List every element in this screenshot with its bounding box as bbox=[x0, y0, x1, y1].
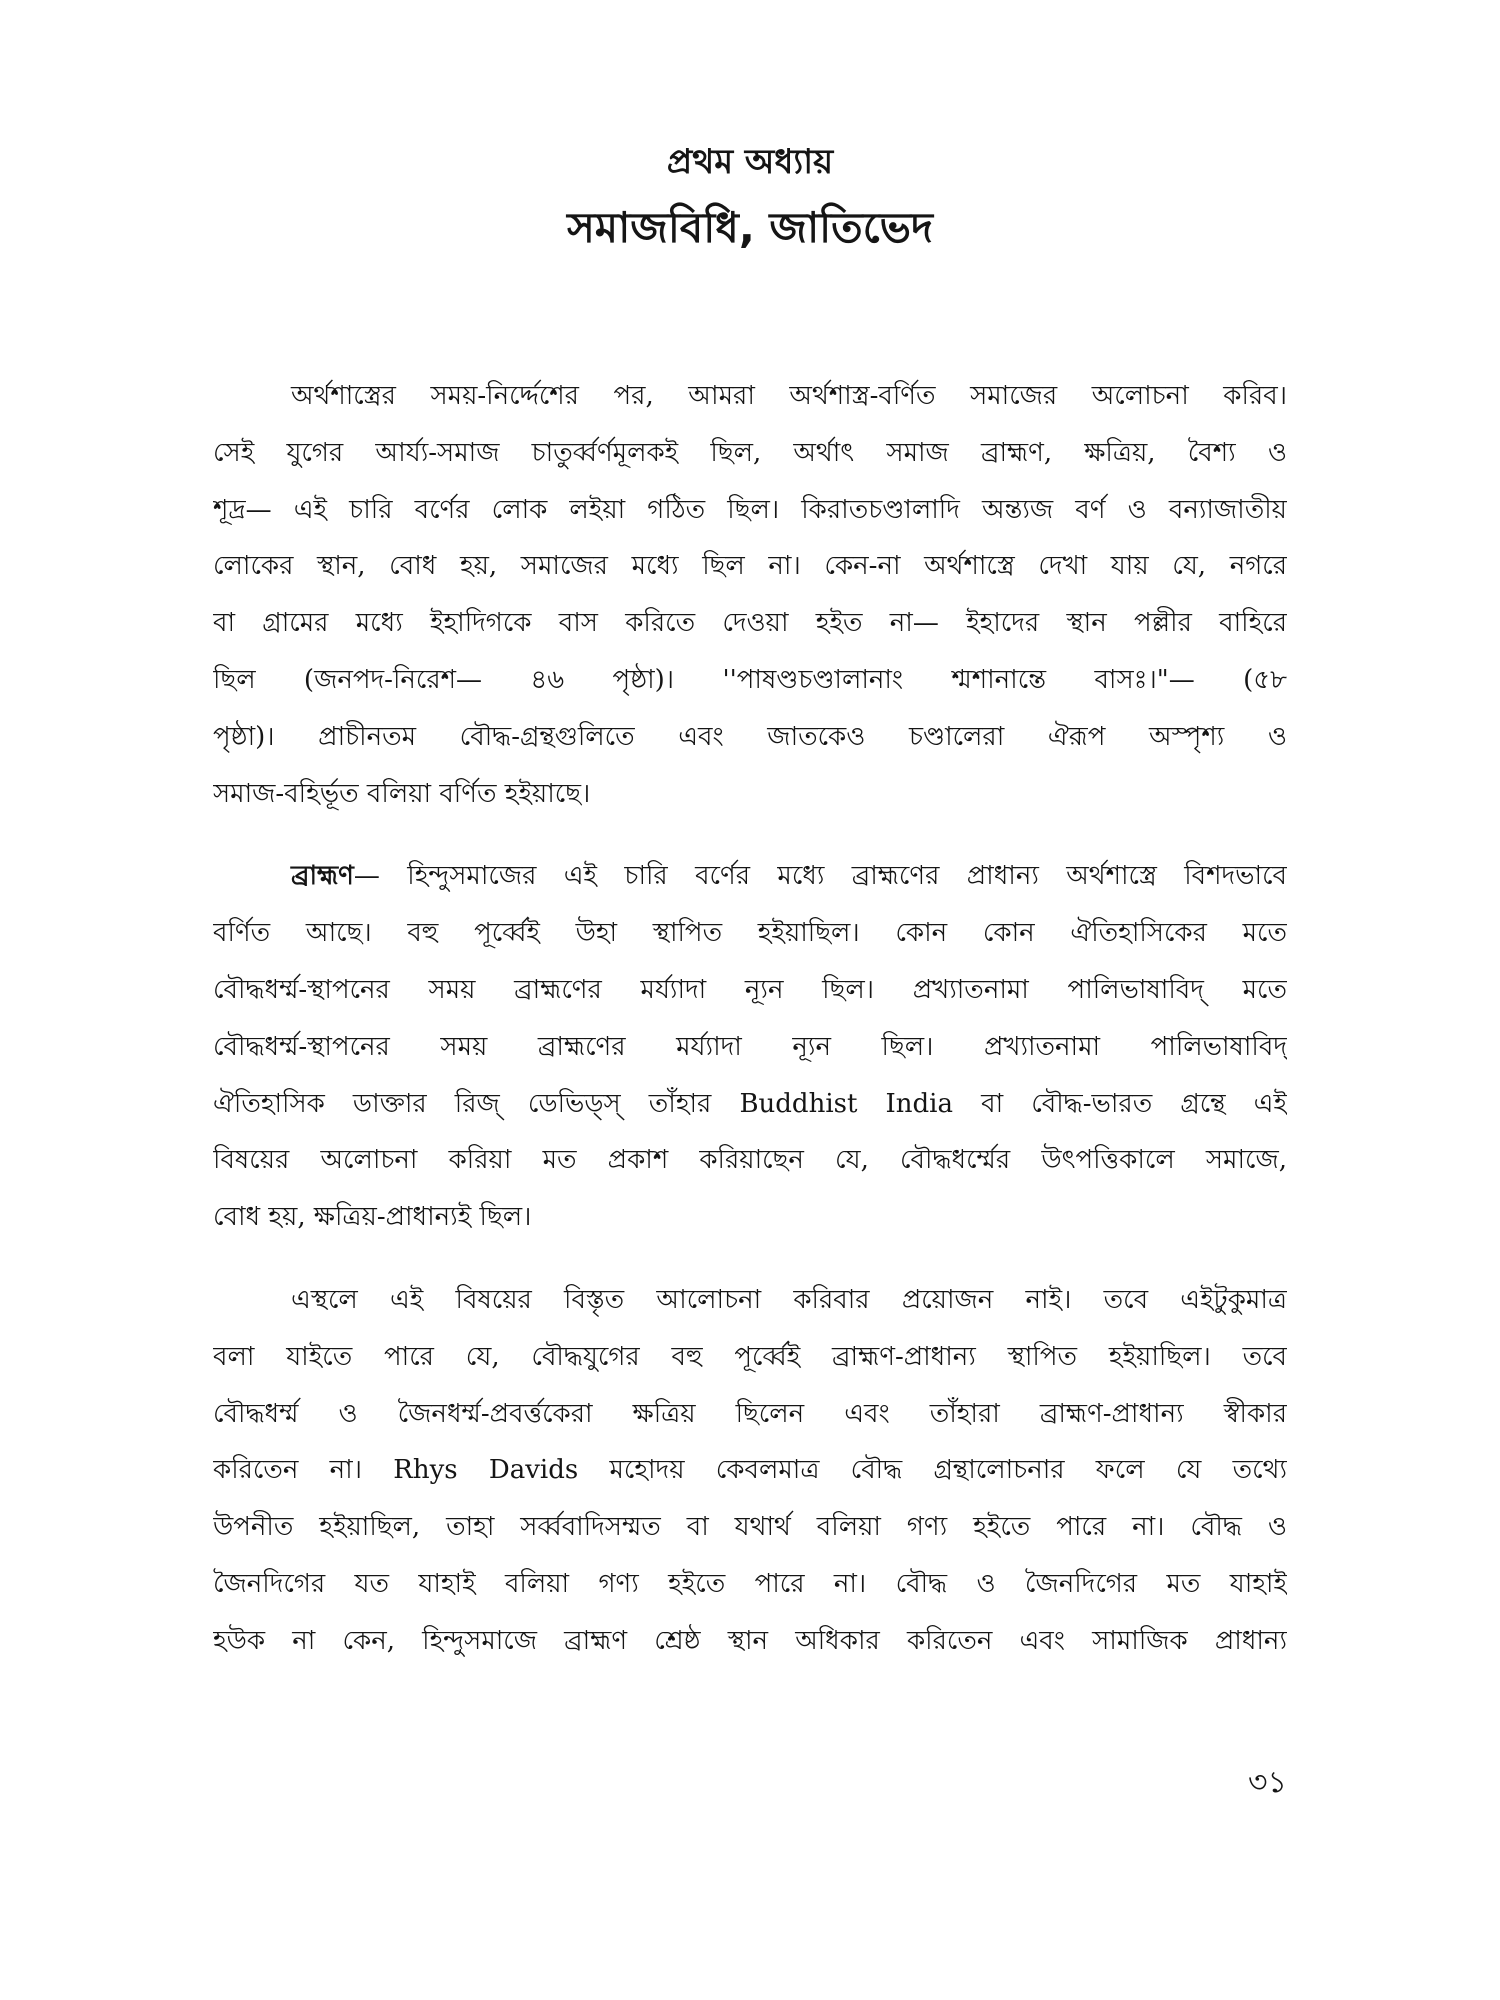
text-line: ছিল (জনপদ-নিরেশ— ৪৬ পৃষ্ঠা)। ''পাষণ্ডচণ্ডালানাং শ্মশানান্তে বাসঃ।"— (৫৮ bbox=[213, 664, 1287, 695]
text-line: বোধ হয়, ক্ষত্রিয়-প্রাধান্যই ছিল। bbox=[213, 1202, 532, 1233]
chapter-label: প্রথম অধ্যায় bbox=[666, 142, 834, 182]
text-line: পৃষ্ঠা)। প্রাচীনতম বৌদ্ধ-গ্রন্থগুলিতে এবং জাতকেও চণ্ডালেরা ঐরূপ অস্পৃশ্য ও bbox=[213, 721, 1287, 752]
page-number: ৩১ bbox=[1248, 1765, 1287, 1800]
text-line: উপনীত হইয়াছিল, তাহা সর্ব্ববাদিসম্মত বা যথার্থ বলিয়া গণ্য হইতে পারে না। বৌদ্ধ ও bbox=[213, 1512, 1287, 1543]
paragraph-3 bbox=[213, 1272, 1287, 1670]
text-line: করিতেন না। Rhys Davids মহোদয় কেবলমাত্র বৌদ্ধ গ্রন্থালোচনার ফলে যে তথ্যে bbox=[213, 1455, 1287, 1486]
text-line: বর্ণিত আছে। বহু পূর্ব্বেই উহা স্থাপিত হইয়াছিল। কোন কোন ঐতিহাসিকের মতে bbox=[213, 918, 1287, 949]
paragraph-2 bbox=[213, 848, 1287, 1246]
text-line: সমাজ-বহির্ভূত বলিয়া বর্ণিত হইয়াছে। bbox=[213, 778, 591, 809]
text-line: শূদ্র— এই চারি বর্ণের লোক লইয়া গঠিত ছিল। কিরাতচণ্ডালাদি অন্ত্যজ বর্ণ ও বন্যাজাতীয় bbox=[213, 494, 1287, 525]
text-line: অর্থশাস্ত্রের সময়-নির্দ্দেশের পর, আমরা অর্থশাস্ত্র-বর্ণিত সমাজের অলোচনা করিব। bbox=[291, 381, 1287, 411]
chapter-title: সমাজবিধি, জাতিভেদ bbox=[567, 203, 933, 252]
text-line bbox=[213, 848, 1287, 905]
text-line-rest: — হিন্দুসমাজের এই চারি বর্ণের মধ্যে ব্রাহ্মণের প্রাধান্য অর্থশাস্ত্রে বিশদভাবে bbox=[353, 861, 1287, 892]
text-line: বৌদ্ধধর্ম্ম-স্থাপনের সময় ব্রাহ্মণের মর্য্যাদা ন্যূন ছিল। প্রখ্যাতনামা পালিভাষাবিদ্ মতে bbox=[213, 974, 1287, 1005]
text-line: বিষয়ের অলোচনা করিয়া মত প্রকাশ করিয়াছেন যে, বৌদ্ধধর্ম্মের উৎপত্তিকালে সমাজে, bbox=[213, 1145, 1287, 1176]
text-line: বৌদ্ধধর্ম্ম ও জৈনধর্ম্ম-প্রবর্ত্তকেরা ক্ষত্রিয় ছিলেন এবং তাঁহারা ব্রাহ্মণ-প্রাধান্য স্বীকার bbox=[213, 1398, 1287, 1429]
text-line: বা গ্রামের মধ্যে ইহাদিগকে বাস করিতে দেওয়া হইত না— ইহাদের স্থান পল্লীর বাহিরে bbox=[213, 608, 1287, 639]
text-line: ঐতিহাসিক ডাক্তার রিজ্ ডেভিড্স্ তাঁহার Buddhist India বা বৌদ্ধ-ভারত গ্রন্থে এই bbox=[213, 1088, 1287, 1119]
paragraph-heading: ব্রাহ্মণ bbox=[291, 861, 354, 892]
text-line: বৌদ্ধধর্ম্ম-স্থাপনের সময় ব্রাহ্মণের মর্য্যাদা ন্যূন ছিল। প্রখ্যাতনামা পালিভাষাবিদ্ bbox=[213, 1031, 1287, 1062]
text-line: লোকের স্থান, বোধ হয়, সমাজের মধ্যে ছিল না। কেন-না অর্থশাস্ত্রে দেখা যায় যে, নগরে bbox=[213, 551, 1287, 582]
body-text bbox=[213, 368, 1287, 1696]
paragraph-1 bbox=[213, 368, 1287, 822]
text-line: সেই যুগের আর্য্য-সমাজ চাতুর্ব্বর্ণমূলকই ছিল, অর্থাৎ সমাজ ব্রাহ্মণ, ক্ষত্রিয়, বৈশ্য ও bbox=[213, 437, 1287, 468]
text-line: বলা যাইতে পারে যে, বৌদ্ধযুগের বহু পূর্ব্বেই ব্রাহ্মণ-প্রাধান্য স্থাপিত হইয়াছিল। তবে bbox=[213, 1341, 1287, 1372]
text-line: এস্থলে এই বিষয়ের বিস্তৃত আলোচনা করিবার প্রয়োজন নাই। তবে এইটুকুমাত্র bbox=[291, 1284, 1287, 1315]
text-line: হউক না কেন, হিন্দুসমাজে ব্রাহ্মণ শ্রেষ্ঠ স্থান অধিকার করিতেন এবং সামাজিক প্রাধান্য bbox=[213, 1625, 1287, 1656]
text-line: জৈনদিগের যত যাহাই বলিয়া গণ্য হইতে পারে না। বৌদ্ধ ও জৈনদিগের মত যাহাই bbox=[213, 1568, 1287, 1599]
